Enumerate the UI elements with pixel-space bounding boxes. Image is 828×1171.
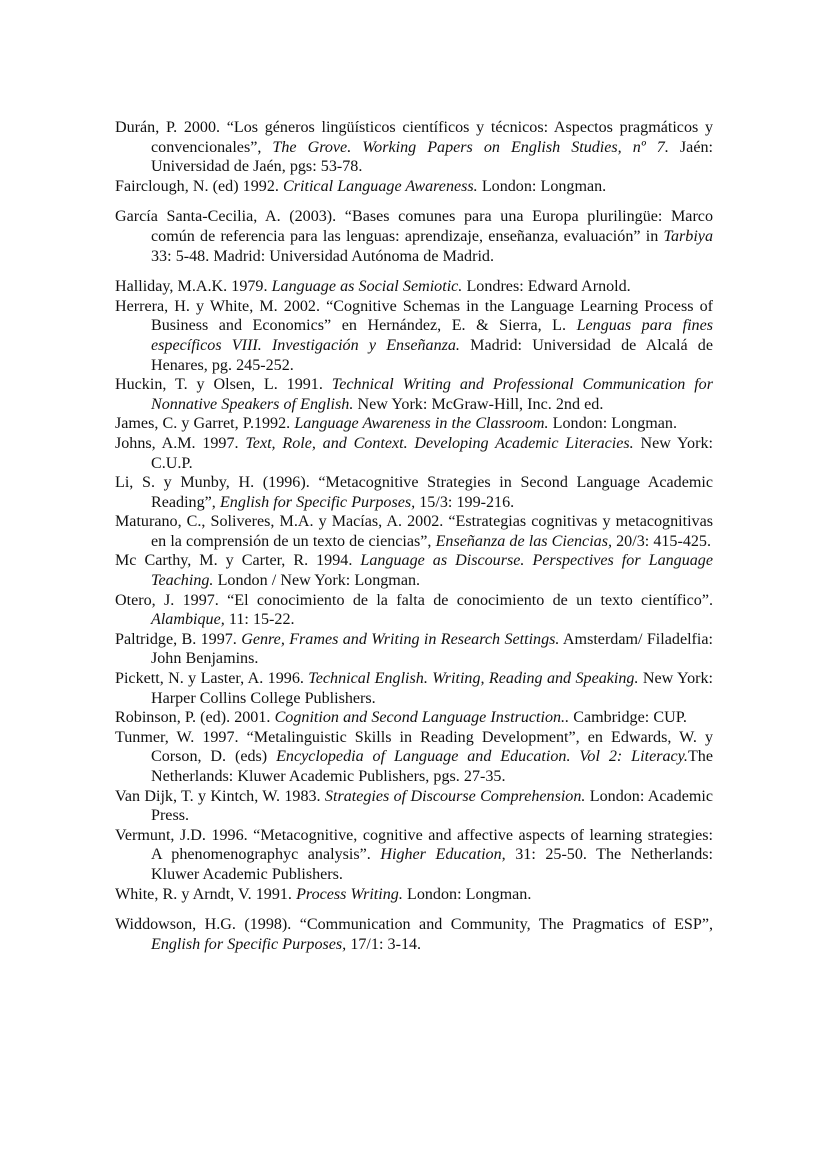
entry-text: Paltridge, B. 1997. — [115, 630, 242, 648]
entry-text: New York: McGraw-Hill, Inc. 2nd ed. — [353, 395, 604, 413]
entry-text: Jaén: Universidad de Jaén, pgs: 53-78. — [151, 138, 713, 176]
entry-text: Johns, A.M. 1997. — [115, 434, 246, 452]
entry-text: Amsterdam/ Filadelfia: John Benjamins. — [151, 630, 714, 668]
entry-text: Vermunt, J.D. 1996. “Metacognitive, cognitive and affective aspects of learning strategies: A phenomenographyc analysis”. — [115, 826, 713, 864]
entry-text: White, R. y Arndt, V. 1991. — [115, 885, 297, 903]
entry-text: Otero, J. 1997. “El conocimiento de la falta de conocimiento de un texto científico”. — [115, 591, 713, 609]
entry-title-italic: Higher Education, — [380, 846, 506, 864]
entry-text: Huckin, T. y Olsen, L. 1991. — [115, 376, 332, 394]
bibliography-entry — [115, 434, 713, 473]
entry-text: London: Longman. — [402, 885, 532, 903]
bibliography-entry — [115, 728, 713, 787]
bibliography-list — [115, 118, 713, 954]
bibliography-entry — [115, 826, 713, 885]
bibliography-entry — [115, 177, 713, 197]
bibliography-entry — [115, 473, 713, 512]
entry-text: Pickett, N. y Laster, A. 1996. — [115, 670, 309, 688]
entry-text: 17/1: 3-14. — [346, 935, 422, 953]
entry-text: Fairclough, N. (ed) 1992. — [115, 177, 284, 195]
bibliography-entry — [115, 915, 713, 954]
entry-text: Madrid: Universidad de Alcalá de Henares, pg. 245-252. — [151, 336, 713, 374]
entry-text: Li, S. y Munby, H. (1996). “Metacognitive Strategies in Second Language Academic Reading”, — [115, 474, 713, 511]
entry-title-italic: Enseñanza de las Ciencias, — [435, 532, 612, 550]
entry-title-italic: Text, Role, and Context. Developing Academic Literacies. — [245, 434, 634, 452]
entry-title-italic: Encyclopedia of Language and Education. Vol 2: Literacy. — [276, 748, 688, 766]
bibliography-entry — [115, 277, 713, 297]
entry-text: 33: 5-48. Madrid: Universidad Autónoma de Madrid. — [151, 247, 494, 265]
entry-title-italic: Language as Discourse. Perspectives for Language Teaching. — [151, 552, 713, 590]
bibliography-entry — [115, 375, 713, 414]
bibliography-entry — [115, 118, 713, 177]
entry-title-italic: Strategies of Discourse Comprehension. — [324, 787, 586, 805]
entry-text: New York: C.U.P. — [151, 434, 713, 472]
entry-text: 15/3: 199-216. — [415, 493, 515, 511]
bibliography-entry — [115, 207, 713, 266]
entry-text: James, C. y Garret, P.1992. — [115, 415, 295, 433]
entry-title-italic: Critical Language Awareness. — [283, 177, 478, 195]
entry-text: Van Dijk, T. y Kintch, W. 1983. — [115, 787, 325, 805]
entry-text: Herrera, H. y White, M. 2002. “Cognitive Schemas in the Language Learning Process of Business and Economics” en Hernández, E. & Sierra, L. — [115, 297, 713, 335]
entry-title-italic: English for Specific Purposes, — [219, 493, 416, 511]
bibliography-entry — [115, 669, 713, 708]
entry-title-italic: Cognition and Second Language Instruction.. — [274, 709, 570, 727]
entry-title-italic: Language Awareness in the Classroom. — [294, 415, 549, 433]
entry-title-italic: Genre, Frames and Writing in Research Settings. — [241, 630, 560, 648]
entry-text: New York: Harper Collins College Publishers. — [151, 670, 713, 707]
entry-text: Londres: Edward Arnold. — [462, 278, 631, 296]
bibliography-entry — [115, 297, 713, 375]
bibliography-entry — [115, 512, 713, 551]
entry-title-italic: Alambique, — [151, 611, 225, 629]
entry-text: Widdowson, H.G. (1998). “Communication and Community, The Pragmatics of ESP”, — [115, 916, 713, 934]
entry-text: 11: 15-22. — [224, 611, 295, 629]
entry-title-italic: Process Writing. — [296, 885, 403, 903]
entry-text: Tunmer, W. 1997. “Metalinguistic Skills in Reading Development”, en Edwards, W. y Corson, D. (eds) — [115, 728, 713, 766]
bibliography-entry — [115, 885, 713, 905]
entry-text: London: Academic Press. — [151, 787, 713, 825]
entry-text: London: Longman. — [548, 415, 678, 433]
entry-text: Halliday, M.A.K. 1979. — [115, 278, 272, 296]
entry-title-italic: Tarbiya — [663, 227, 713, 245]
entry-text: Cambridge: CUP. — [569, 709, 687, 727]
bibliography-entry — [115, 591, 713, 630]
entry-text: London: Longman. — [477, 177, 607, 195]
entry-title-italic: Technical Writing and Professional Communication for Nonnative Speakers of English. — [151, 376, 713, 413]
entry-title-italic: Lenguas para fines específicos VIII. Investigación y Enseñanza. — [151, 317, 714, 354]
bibliography-entry — [115, 787, 713, 826]
entry-text: Maturano, C., Soliveres, M.A. y Macías, A. 2002. “Estrategias cognitivas y metacognitivas en la comprensión de un texto de ciencias”, — [115, 513, 713, 550]
entry-text: Mc Carthy, M. y Carter, R. 1994. — [115, 552, 361, 570]
entry-text: London / New York: Longman. — [213, 572, 421, 590]
entry-title-italic: Language as Social Semiotic. — [271, 278, 463, 296]
entry-title-italic: Technical English. Writing, Reading and Speaking. — [308, 670, 639, 688]
bibliography-entry — [115, 708, 713, 728]
entry-title-italic: The Grove. Working Papers on English Studies, nº 7. — [272, 138, 669, 156]
entry-text: Durán, P. 2000. “Los géneros lingüísticos científicos y técnicos: Aspectos pragmáticos y convencionales”, — [115, 119, 713, 156]
entry-text: The Netherlands: Kluwer Academic Publishers, pgs. 27-35. — [151, 748, 713, 785]
entry-text: Robinson, P. (ed). 2001. — [115, 709, 275, 727]
bibliography-entry — [115, 414, 713, 434]
entry-text: 31: 25-50. The Netherlands: Kluwer Academic Publishers. — [151, 846, 713, 883]
bibliography-entry — [115, 630, 713, 669]
bibliography-entry — [115, 551, 713, 590]
entry-text: 20/3: 415-425. — [612, 532, 711, 550]
entry-title-italic: English for Specific Purposes, — [151, 935, 347, 953]
entry-text: García Santa-Cecilia, A. (2003). “Bases comunes para una Europa plurilingüe: Marco común de referencia para las lenguas: aprendizaje, enseñanza, evaluación” in — [115, 208, 713, 245]
